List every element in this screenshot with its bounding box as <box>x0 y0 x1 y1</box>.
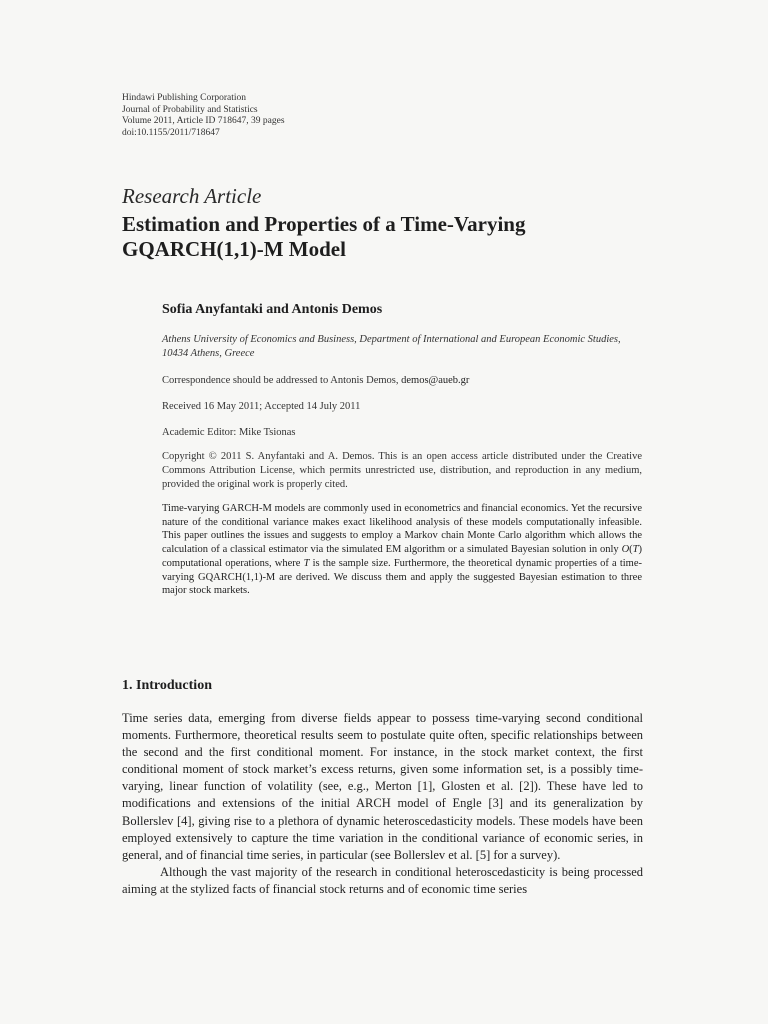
abstract-text-2: computational operations, where <box>162 557 304 569</box>
journal-header <box>122 93 285 139</box>
math-t: T <box>632 544 639 556</box>
article-type: Research Article <box>122 184 262 208</box>
math-o: O <box>621 544 630 556</box>
abstract-text-3: is the sample size. Furthermore, the theoretical dynamic properties of a time-varying GQARCH(1,1)-M are derived. We discuss them and apply the suggested Bayesian estimation to three major stock markets. <box>162 557 642 597</box>
received-dates: Received 16 May 2011; Accepted 14 July 2011 <box>162 401 361 412</box>
correspondence-email[interactable]: demos@aueb.gr <box>401 375 470 386</box>
correspondence-line <box>162 374 642 388</box>
section-heading-introduction: 1. Introduction <box>122 678 212 693</box>
journal-name: Journal of Probability and Statistics <box>122 104 258 115</box>
publisher-name: Hindawi Publishing Corporation <box>122 93 247 103</box>
math-t-2: T <box>303 557 310 569</box>
journal-volume: Volume 2011, Article ID 718647, 39 pages <box>122 116 285 126</box>
paper-title: Estimation and Properties of a Time-Varying GQARCH(1,1)-M Model <box>122 212 526 261</box>
intro-paragraph-2: Although the vast majority of the research in conditional heteroscedasticity is being processed aiming at the stylized facts of financial stock returns and of economic time series <box>122 864 643 896</box>
author-list: Sofia Anyfantaki and Antonis Demos <box>162 302 383 317</box>
author-affiliation: Athens University of Economics and Business, Department of International and European Economic Studies, 10434 Athens, Greece <box>162 334 621 359</box>
abstract <box>162 502 642 598</box>
abstract-text-1: Time-varying GARCH-M models are commonly used in econometrics and financial economics. Yet the recursive nature of the conditional variance makes exact likelihood analysis of these models computationally infeasible. This paper outlines the issues and suggests to employ a Markov chain Monte Carlo algorithm which allows the calculation of a classical estimator via the simulated EM algorithm or a simulated Bayesian solution in only <box>162 503 642 556</box>
academic-editor: Academic Editor: Mike Tsionas <box>162 427 296 438</box>
math-paren-open: ( <box>629 544 633 556</box>
introduction-body <box>122 710 643 898</box>
math-paren-close: ) <box>638 544 642 556</box>
copyright-notice: Copyright © 2011 S. Anyfantaki and A. Demos. This is an open access article distributed under the Creative Commons Attribution License, which permits unrestricted use, distribution, and reproduction in any medium, provided the original work is properly cited. <box>162 451 642 490</box>
intro-paragraph-1: Time series data, emerging from diverse fields appear to possess time-varying second conditional moments. Furthermore, theoretical results seem to postulate quite often, specific relationships between the second and the first conditional moment. For instance, in the stock market context, the first conditional moment of stock market’s excess returns, given some information set, is a possibly time-varying, linear function of volatility (see, e.g., Merton [1], Glosten et al. [2]). These have led to modifications and extensions of the initial ARCH model of Engle [3] and its generalization by Bollerslev [4], giving rise to a plethora of dynamic heteroscedasticity models. These models have been employed extensively to capture the time variation in the conditional variance of economic series, in general, and of financial time series, in particular (see Bollerslev et al. [5] for a survey). <box>122 711 643 862</box>
journal-doi: doi:10.1155/2011/718647 <box>122 127 220 138</box>
correspondence-text: Correspondence should be addressed to Antonis Demos, <box>162 375 402 386</box>
